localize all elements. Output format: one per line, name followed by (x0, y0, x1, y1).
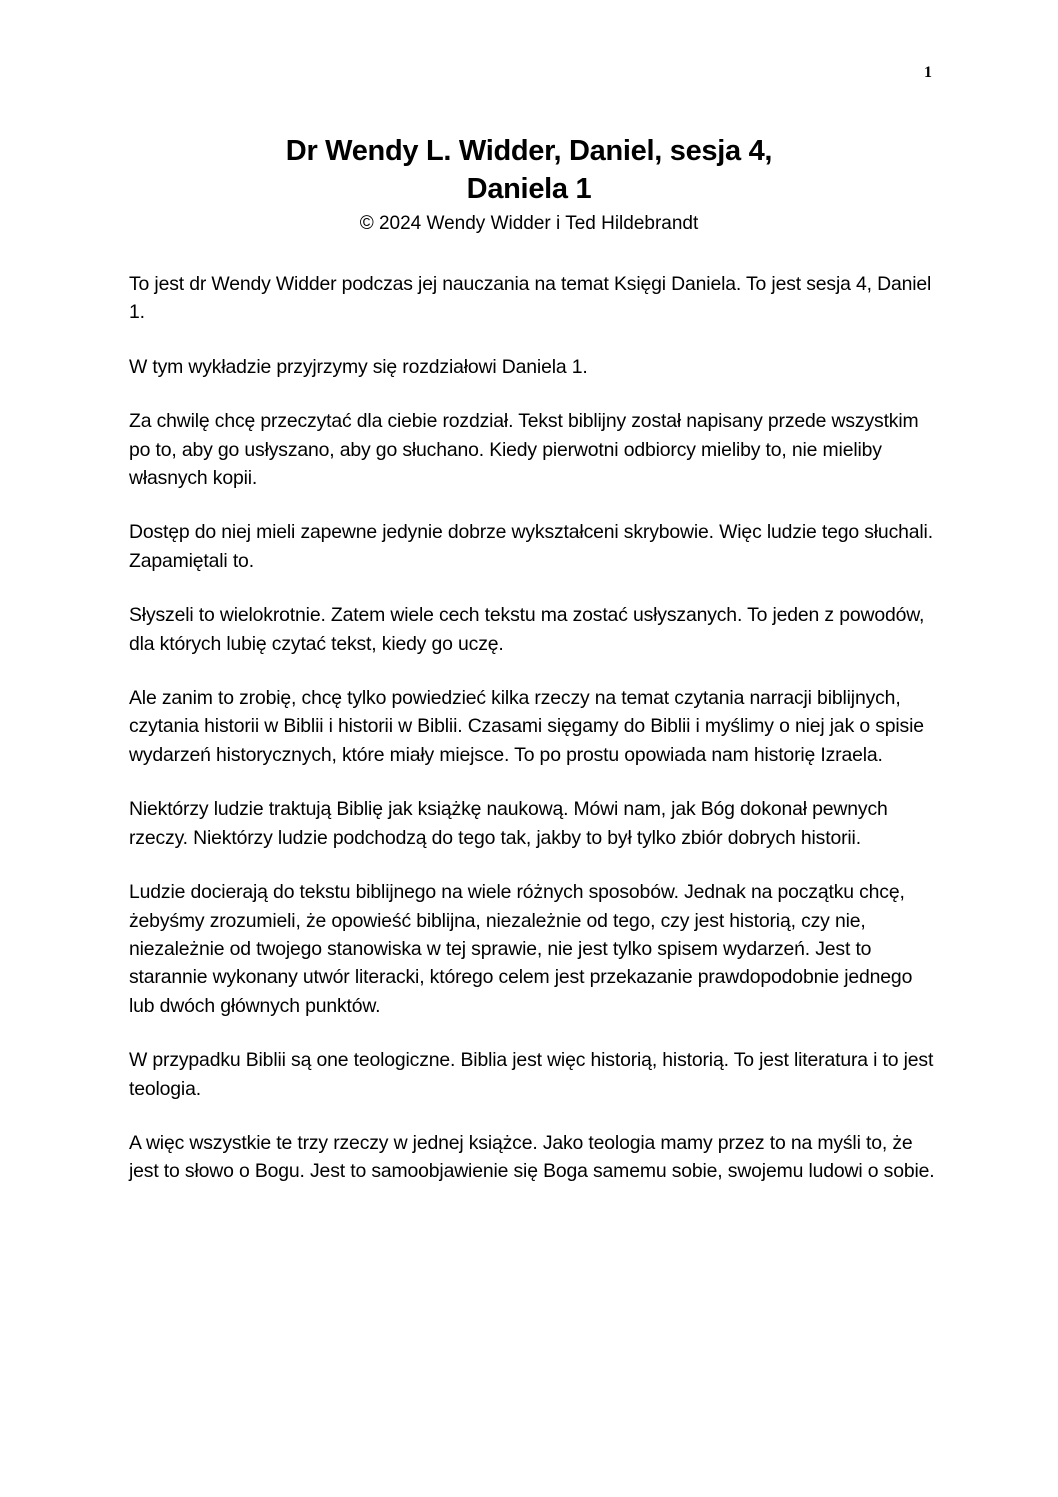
document-title-line-1: Dr Wendy L. Widder, Daniel, sesja 4, (285, 135, 773, 167)
paragraph: Dostęp do niej mieli zapewne jedynie dobrze wykształceni skrybowie. Więc ludzie tego słuchali. Zapamiętali to. (129, 521, 933, 572)
paragraph: A więc wszystkie te trzy rzeczy w jednej książce. Jako teologia mamy przez to na myśli to, że jest to słowo o Bogu. Jest to samoobjawienie się Boga samemu sobie, swojemu ludowi o sobie. (129, 1131, 935, 1183)
document-header (0, 132, 1058, 238)
paragraph: Niektórzy ludzie traktują Biblię jak książkę naukową. Mówi nam, jak Bóg dokonał pewnych rzeczy. Niektórzy ludzie podchodzą do tego tak, jakby to był tylko zbiór dobrych historii. (129, 798, 888, 849)
page-number: 1 (924, 64, 932, 81)
paragraph: To jest dr Wendy Widder podczas jej nauczania na temat Księgi Daniela. To jest sesja 4, Daniel 1. (129, 273, 932, 324)
document-title-line-2: Daniela 1 (466, 173, 592, 205)
paragraph: Ludzie docierają do tekstu biblijnego na wiele różnych sposobów. Jednak na początku chcę, żebyśmy zrozumieli, że opowieść biblijna, niezależnie od tego, czy jest historią, czy nie, niezależnie od twojego stanowiska w tej sprawie, nie jest tylko spisem wydarzeń. Jest to starannie wykonany utwór literacki, którego celem jest przekazanie prawdopodobnie jednego lub dwóch głównych punktów. (129, 881, 913, 1017)
paragraph: W przypadku Biblii są one teologiczne. Biblia jest więc historią, historią. To jest literatura i to jest teologia. (129, 1049, 934, 1100)
copyright-notice: © 2024 Wendy Widder i Ted Hildebrandt (359, 213, 699, 234)
document-body (129, 270, 939, 1212)
paragraph: W tym wykładzie przyjrzymy się rozdziałowi Daniela 1. (129, 355, 588, 378)
paragraph: Słyszeli to wielokrotnie. Zatem wiele cech tekstu ma zostać usłyszanych. To jeden z powodów, dla których lubię czytać tekst, kiedy go uczę. (129, 604, 925, 655)
paragraph: Za chwilę chcę przeczytać dla ciebie rozdział. Tekst biblijny został napisany przede wszystkim po to, aby go usłyszano, aby go słuchano. Kiedy pierwotni odbiorcy mieliby to, nie mieliby własnych kopii. (129, 410, 919, 490)
paragraph: Ale zanim to zrobię, chcę tylko powiedzieć kilka rzeczy na temat czytania narracji biblijnych, czytania historii w Biblii i historii w Biblii. Czasami sięgamy do Biblii i myślimy o niej jak o spisie wydarzeń historycznych, które miały miejsce. To po prostu opowiada nam historię Izraela. (129, 687, 924, 766)
